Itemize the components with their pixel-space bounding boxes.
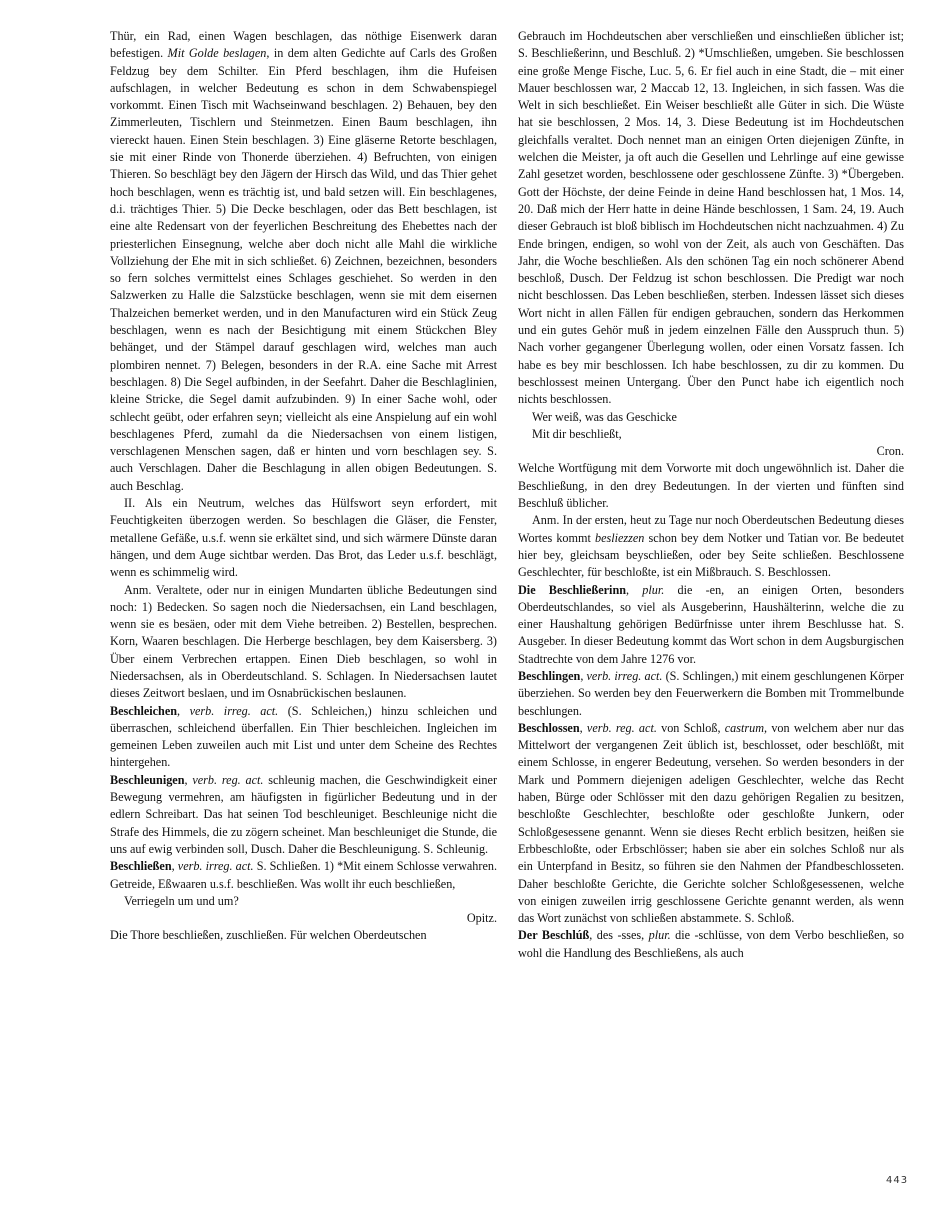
grammar-label: verb. reg. act. bbox=[586, 720, 657, 735]
grammar-label: verb. irreg. act. bbox=[586, 668, 663, 683]
headword: Beschleichen bbox=[110, 703, 178, 718]
annotation-paragraph: Anm. Veraltete, oder nur in einigen Mundarten übliche Bedeutungen sind noch: 1) Bedecken. So sagen noch die Niedersachsen, ein Land beschlagen, wenn sie es besäen, oder mit dem Viehe betreiben. 2) Bestellen, besprechen. Korn, Waaren beschlagen. Die Herberge beschlagen, bey dem Kaisersberg. 3) Über einem Verbrechen ertappen. Einen Dieb beschlagen, so wohl in Niedersachsen, als in Oberdeutschland. S. Schlagen. In Niedersachsen lautet dieses Zeitwort beslaen, und im Osnabrückischen beslaunen. bbox=[110, 582, 497, 701]
headword: Beschleunigen bbox=[110, 772, 185, 787]
paragraph: Welche Wortfügung mit dem Vorworte mit doch ungewöhnlich ist. Daher die Beschließung, in den drey Bedeutungen. In der vierten und fünften sind Beschluß üblicher. bbox=[518, 461, 904, 511]
paragraph: Gebrauch im Hochdeutschen aber verschließen und einschließen üblicher ist; S. Beschließerinn, und Beschluß. 2) *Umschließen, umgeben. Sie beschlossen eine große Menge Fische, Luc. 5, 6. Er fiel auch in eine Stadt, die – mit einer Mauer beschlossen war, 2 Maccab 12, 13. Ingleichen, in sich fassen. Was die Welt in sich beschließet. Ein Weiser beschließt alle Güter in sich. Die Wüste hat sie beschlossen, 2 Mos. 14, 3. Diese Bedeutung ist im Hochdeutschen gleichfalls veraltet. Doch nennet man an einigen Orten diejenigen Zünfte, in welchen die Meister, ja oft auch die Gesellen und Lehrlinge auf eine gewisse Zahl gesetzet worden, beschlossene oder geschlossene Zünfte. 3) *Übergeben. Gott der Höchste, der deine Feinde in deine Hand beschlossen hat, 1 Mos. 14, 20. Daß mich der Herr hatte in deine Hände beschlossen, 1 Sam. 24, 19. Auch dieser Gebrauch ist bloß biblisch im Hochdeutschen nicht nachzuahmen. 4) Zu Ende bringen, endigen, so wohl von der Zeit, als auch von Geschäften. Das Jahr, die Woche beschließen. Als den schönen Tag ein noch schönerer Abend beschloß, Dusch. Der Feldzug ist schon beschlossen. Die Predigt war noch nicht beschlossen. Das Leben beschließen, sterben. Indessen lässet sich dieses Wort nicht in allen Fällen für endigen gebrauchen, sondern das Herkommen und ein gutes Gehör muß in jedem einzelnen Fälle den Ausspruch thun. 5) Nach vorher gegangener Überlegung wollen, oder einen Vorsatz fassen. Ich habe es bey mir beschlossen. Ich habe beschlossen, zu dir zu kommen. Du beschlossest meinen Untergang. Über den Punct habe ich eigentlich noch nichts beschlossen. bbox=[518, 29, 904, 407]
paragraph: Die Thore beschließen, zuschließen. Für welchen Oberdeutschen bbox=[110, 928, 427, 943]
grammar-label: verb. reg. act. bbox=[192, 772, 264, 787]
entry-beschluss: Der Beschlúß, des -sses, plur. die -schlüsse, von dem Verbo beschließen, so wohl die Handlung des Beschließens, als auch bbox=[518, 928, 904, 960]
entry-beschlossen: Beschlossen, verb. reg. act. von Schloß, castrum, von welchem aber nur das Mittelwort der vergangenen Zeit üblich ist, beschlosset, oder beschlößt, mit einem Schlosse, in engerer Bedeutung, versehen. So werden besonders in der Mark und Pommern diejenigen adeligen Geschlechter, welche das Recht haben, Bürge oder Schlösser mit den dazu gehörigen Regalien zu besitzen, beschloßte Geschlechter, beschloßte oder geschloßte Junkern, oder Schloßgesessene genannt. Wenn sie dieses Recht erblich besitzen, heißen sie Erbbeschloßte, oder Erbschlösser; haben sie aber ein solches Schloß nur als ein Unterpfand in Besitz, so führen sie den Nahmen der Pfandbeschlosseten. Daher beschloßte Gerichte, die Gerichte solcher Schloßgesessenen, welche von einigen zuweilen irrig geschlossene Gerichte genannt werden, als wenn das Wort zunächst von schließen abstammete. S. Schloß. bbox=[518, 720, 905, 926]
headword: Beschlossen bbox=[518, 720, 580, 735]
verse-attribution: Cron. bbox=[876, 444, 904, 459]
grammar-label: plur. bbox=[642, 582, 665, 597]
grammar-label: castrum, bbox=[724, 720, 768, 735]
annotation-paragraph: Anm. In der ersten, heut zu Tage nur noch Oberdeutschen Bedeutung dieses Wortes kommt besliezzen schon bey dem Notker und Tatian vor. Be bedeutet hier bey, gleichsam beyschließen, oder bey Seite schließen. Beschlossene Geschlechter, für beschloßte, ist ein Mißbrauch. S. Beschlossen. bbox=[518, 513, 904, 580]
paragraph: Thür, ein Rad, einen Wagen beschlagen, das nöthige Eisenwerk daran befestigen. Mit Golde beslagen, in dem alten Gedichte auf Carls des Großen Feldzug bey dem Schilter. Ein Pferd beschlagen, ihm die Hufeisen aufschlagen, in welcher Bedeutung es schon in dem Schwabenspiegel vorkommt. Einen Tisch mit Wachseinwand beschlagen. 2) Behauen, bey den Zimmerleuten, Tischlern und Steinmetzen. Einen Baum beschlagen, ihn viereckt hauen. Einen Stein beschlagen. 3) Eine gläserne Retorte beschlagen, sie mit einer Rinde von Thonerde überziehen. 4) Befruchten, von einigen Thieren. So beschlägt bey den Jägern der Hirsch das Wild, und das Thier gehet hoch beschlagen, wenn es trächtig ist, und bald setzen will. Ein beschlagenes, d.i. trächtiges Thier. 5) Die Decke beschlagen, oder das Bett beschlagen, ist eine alte Redensart von der feyerlichen Beschreitung des Ehebettes nach der priesterlichen Einsegnung, welche aber doch nicht alle Mahl die wirkliche Vollziehung der Ehe mit in sich schließet. 6) Zeichnen, bezeichnen, besonders so fern solches vermittelst eines Schlages geschiehet. So werden in den Salzwerken zu Halle die Salzstücke beschlagen, wenn sie mit dem eisernen Thalzeichen bemerket werden, und in den Manufacturen wird ein Stück Zeug beschlagen, wenn es nach der Besichtigung mit einem Stückchen Bley behänget, und der Stämpel darauf geschlagen wird, welches man auch plombiren nennet. 7) Belegen, besonders in der R.A. eine Sache mit Arrest beschlagen. 8) Die Segel aufbinden, in der Seefahrt. Daher die Beschlaglinien, kleine Stricke, die Segel damit aufzubinden. 9) In einer Sache wohl, oder schlecht geübt, oder erfahren seyn; vielleicht als eine Anspielung auf ein wohl beschlagenes Pferd, zumahl da die Niedersachsen von einem listigen, verschlagenen Menschen sagen, daß er hinten und vorn beschlagen sey. S. auch Verschlagen. Daher die Beschlagung in allen obigen Bedeutungen. S. auch Beschlag. bbox=[110, 29, 497, 493]
grammar-label: plur. bbox=[648, 928, 671, 943]
headword: Die Beschließerinn bbox=[518, 582, 627, 597]
verse-attribution: Opitz. bbox=[466, 911, 497, 926]
verse-line: Verriegeln um und um? bbox=[124, 893, 239, 908]
entry-beschleichen: Beschleichen, verb. irreg. act. (S. Schleichen,) hinzu schleichen und überraschen, schleichend überfallen. Ein Thier beschleichen. Ingleichen im gemeinen Leben zuweilen auch mit List und unter dem Scheine des Rechtes hintergehen. bbox=[110, 703, 498, 770]
verse-line: Mit dir beschließt, bbox=[532, 426, 622, 441]
headword: Der Beschlúß bbox=[518, 928, 590, 943]
right-column bbox=[518, 28, 904, 962]
entry-beschliessen: Beschließen, verb. irreg. act. S. Schließen. 1) *Mit einem Schlosse verwahren. Getreide, Eßwaaren u.s.f. beschließen. Was wollt ihr euch beschließen, bbox=[110, 859, 498, 891]
headword: Beschließen bbox=[110, 859, 172, 874]
verse-line: Wer weiß, was das Geschicke bbox=[532, 409, 677, 424]
page-number: 443 bbox=[886, 1175, 909, 1186]
entry-beschliesserinn: Die Beschließerinn, plur. die -en, an einigen Orten, besonders Oberdeutschlandes, so viel als Ausgeberinn, Haushälterinn, welche die zu einer Haushaltung gehörigen Bedürfnisse unter ihrem Beschlusse hat. S. Ausgeber. In dieser Bedeutung kommt das Wort schon in dem Augsburgischen Stadtrechte von dem Jahre 1276 vor. bbox=[518, 582, 904, 666]
grammar-label: verb. irreg. act. bbox=[177, 859, 254, 874]
left-column bbox=[110, 28, 497, 945]
grammar-label: verb. irreg. act. bbox=[189, 703, 279, 718]
entry-beschlingen: Beschlingen, verb. irreg. act. (S. Schlingen,) mit einem geschlungenen Körper überziehen. So werden bey den Feuerwerkern die Bomben mit Trommelbunde beschlungen. bbox=[518, 668, 905, 718]
paragraph: II. Als ein Neutrum, welches das Hülfswort seyn erfordert, mit Feuchtigkeiten überzogen werden. So beschlagen die Gläser, die Fenster, metallene Gefäße, u.s.f. wenn sie erkältet sind, und sich wärmere Dünste daran hängen, und dem Auge sichtbar werden. Das Brot, das Leder u.s.f. beschlägt, wenn es schimmelig wird. bbox=[110, 496, 497, 580]
entry-beschleunigen: Beschleunigen, verb. reg. act. schleunig machen, die Geschwindigkeit einer Bewegung vermehren, am häufigsten in figürlicher Bedeutung und in der edlern Schreibart. Das hat seinen Tod beschleuniget. Beschleunige nicht die Strafe des Himmels, die zu zögern scheinet. Man beschleuniget die Stunde, die uns auf ewig verbinden soll, Dusch. Daher die Beschleunigung. S. Schleunig. bbox=[110, 772, 497, 856]
headword: Beschlingen bbox=[518, 668, 581, 683]
